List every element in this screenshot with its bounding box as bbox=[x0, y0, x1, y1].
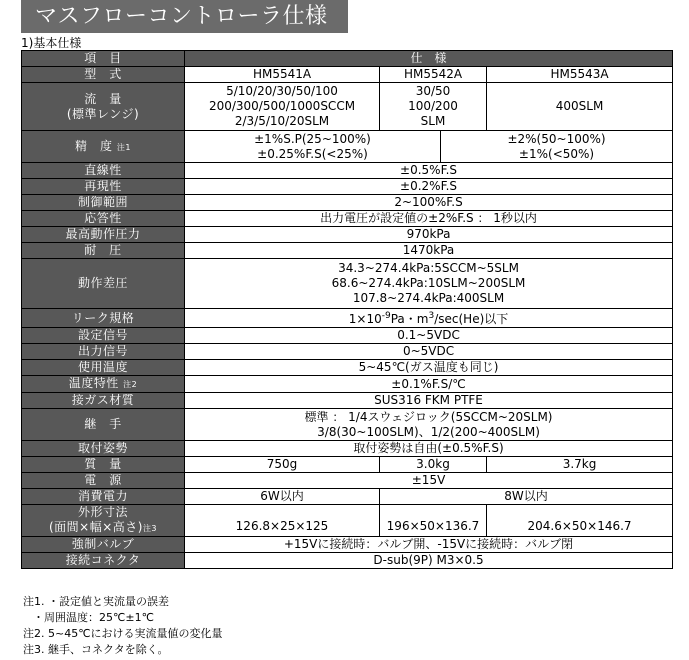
row-power bbox=[22, 473, 673, 489]
dimensions-hm5543a: 204.6×50×146.7 bbox=[487, 505, 673, 537]
accuracy-line: ±2%(50~100%) bbox=[507, 131, 606, 146]
label-proof-pressure: 耐 圧 bbox=[22, 243, 185, 259]
row-operating-temp bbox=[22, 360, 673, 376]
consumption-a: 6W以内 bbox=[185, 489, 380, 505]
label-mounting: 取付姿勢 bbox=[22, 441, 185, 457]
label-set-signal: 設定信号 bbox=[22, 328, 185, 344]
label-model: 型 式 bbox=[22, 67, 185, 83]
accuracy-line: ±1%S.P(25~100%) bbox=[254, 131, 371, 146]
mass-hm5542a: 3.0kg bbox=[380, 457, 487, 473]
header-spec: 仕 様 bbox=[185, 51, 673, 67]
page-title: マスフローコントローラ仕様 bbox=[21, 0, 348, 33]
row-set-signal bbox=[22, 328, 673, 344]
accuracy-line: ±1%(<50%) bbox=[518, 146, 595, 161]
label-temp-characteristic-text: 温度特性 bbox=[68, 376, 119, 390]
label-flow bbox=[22, 83, 185, 131]
accuracy-a bbox=[185, 131, 441, 163]
flow-line: 30/50 bbox=[415, 84, 451, 98]
accuracy-b bbox=[441, 131, 673, 163]
row-fitting bbox=[22, 409, 673, 441]
flow-line: 100/200 bbox=[408, 99, 458, 113]
value-set-signal: 0.1~5VDC bbox=[185, 328, 673, 344]
label-max-pressure: 最高動作圧力 bbox=[22, 227, 185, 243]
footnote: ・周囲温度：25℃±1℃ bbox=[33, 611, 154, 624]
label-accuracy bbox=[22, 131, 185, 163]
row-leak bbox=[22, 309, 673, 328]
row-linearity bbox=[22, 163, 673, 179]
header-item: 項 目 bbox=[22, 51, 185, 67]
fitting-line: 3/8(30~100SLM)、1/2(200~400SLM) bbox=[317, 424, 540, 439]
row-consumption bbox=[22, 489, 673, 505]
value-wetted-material: SUS316 FKM PTFE bbox=[185, 393, 673, 409]
row-temp-characteristic bbox=[22, 376, 673, 393]
model-hm5541a: HM5541A bbox=[185, 67, 380, 83]
model-hm5542a: HM5542A bbox=[380, 67, 487, 83]
row-max-pressure bbox=[22, 227, 673, 243]
label-valve: 強制バルブ bbox=[22, 537, 185, 553]
label-connector: 接続コネクタ bbox=[22, 553, 185, 569]
value-operating-temp: 5~45℃(ガス温度も同じ) bbox=[185, 360, 673, 376]
label-operating-temp: 使用温度 bbox=[22, 360, 185, 376]
value-max-pressure: 970kPa bbox=[185, 227, 673, 243]
value-valve: +15Vに接続時：バルブ開、-15Vに接続時：バルブ閉 bbox=[185, 537, 673, 553]
value-output-signal: 0~5VDC bbox=[185, 344, 673, 360]
diff-pressure-line: 34.3~274.4kPa:5SCCM~5SLM bbox=[338, 261, 519, 275]
value-temp-characteristic: ±0.1%F.S/℃ bbox=[185, 376, 673, 393]
label-temp-characteristic bbox=[22, 376, 185, 393]
value-mounting: 取付姿勢は自由(±0.5%F.S) bbox=[185, 441, 673, 457]
row-proof-pressure bbox=[22, 243, 673, 259]
row-diff-pressure bbox=[22, 259, 673, 309]
model-hm5543a: HM5543A bbox=[487, 67, 673, 83]
flow-hm5542a bbox=[380, 83, 487, 131]
row-accuracy bbox=[22, 131, 673, 163]
consumption-b: 8W以内 bbox=[380, 489, 673, 505]
flow-line: SLM bbox=[420, 114, 446, 128]
label-output-signal: 出力信号 bbox=[22, 344, 185, 360]
row-response bbox=[22, 211, 673, 227]
spec-table bbox=[21, 50, 673, 569]
leak-base: 1×10 bbox=[348, 312, 382, 326]
row-repeatability bbox=[22, 179, 673, 195]
flow-line: 200/300/500/1000SCCM bbox=[208, 99, 356, 113]
row-dimensions bbox=[22, 505, 673, 537]
table-header-row bbox=[22, 51, 673, 67]
row-flow bbox=[22, 83, 673, 131]
label-dimensions-main: 外形寸法 bbox=[77, 505, 128, 519]
label-wetted-material: 接ガス材質 bbox=[22, 393, 185, 409]
label-dimensions-sub-line bbox=[25, 520, 181, 536]
fitting-line: 標準 ： 1/4スウェジロック(5SCCM~20SLM) bbox=[304, 409, 553, 424]
value-connector: D-sub(9P) M3×0.5 bbox=[185, 553, 673, 569]
label-consumption: 消費電力 bbox=[22, 489, 185, 505]
label-response: 応答性 bbox=[22, 211, 185, 227]
row-control-range bbox=[22, 195, 673, 211]
value-fitting bbox=[185, 409, 673, 441]
label-mass: 質 量 bbox=[22, 457, 185, 473]
label-flow-main: 流 量 bbox=[84, 91, 122, 106]
value-control-range: 2~100%F.S bbox=[185, 195, 673, 211]
value-linearity: ±0.5%F.S bbox=[185, 163, 673, 179]
flow-hm5541a bbox=[185, 83, 380, 131]
value-proof-pressure: 1470kPa bbox=[185, 243, 673, 259]
dimensions-hm5542a: 196×50×136.7 bbox=[380, 505, 487, 537]
flow-line: 5/10/20/30/50/100 bbox=[226, 84, 338, 98]
row-output-signal bbox=[22, 344, 673, 360]
leak-unit: Pa・m bbox=[390, 312, 429, 326]
footnote: 注3. 継手、コネクタを除く。 bbox=[23, 643, 169, 656]
value-power: ±15V bbox=[185, 473, 673, 489]
label-dimensions-sub: (面間×幅×高さ) bbox=[48, 520, 143, 534]
row-valve bbox=[22, 537, 673, 553]
value-diff-pressure bbox=[185, 259, 673, 309]
footnote: 注1. ・設定値と実流量の誤差 bbox=[23, 595, 169, 608]
row-mounting bbox=[22, 441, 673, 457]
note-marker: 注1 bbox=[116, 142, 131, 152]
row-mass bbox=[22, 457, 673, 473]
value-leak bbox=[185, 309, 673, 328]
flow-line: 2/3/5/10/20SLM bbox=[234, 114, 330, 128]
flow-hm5543a: 400SLM bbox=[487, 83, 673, 131]
leak-suffix: /sec(He)以下 bbox=[434, 312, 509, 326]
leak-unit-exponent: 3 bbox=[428, 311, 435, 321]
mass-hm5543a: 3.7kg bbox=[487, 457, 673, 473]
label-control-range: 制御範囲 bbox=[22, 195, 185, 211]
section-heading: 1)基本仕様 bbox=[21, 36, 82, 50]
mass-hm5541a: 750g bbox=[185, 457, 380, 473]
label-flow-sub: (標準レンジ) bbox=[66, 106, 140, 121]
row-model bbox=[22, 67, 673, 83]
dimensions-hm5541a: 126.8×25×125 bbox=[185, 505, 380, 537]
label-power: 電 源 bbox=[22, 473, 185, 489]
diff-pressure-line: 107.8~274.4kPa:400SLM bbox=[352, 291, 505, 305]
label-linearity: 直線性 bbox=[22, 163, 185, 179]
label-diff-pressure: 動作差圧 bbox=[22, 259, 185, 309]
row-connector bbox=[22, 553, 673, 569]
label-repeatability: 再現性 bbox=[22, 179, 185, 195]
note-marker: 注2 bbox=[123, 380, 138, 389]
value-repeatability: ±0.2%F.S bbox=[185, 179, 673, 195]
diff-pressure-line: 68.6~274.4kPa:10SLM~200SLM bbox=[331, 276, 526, 290]
label-leak: リーク規格 bbox=[22, 309, 185, 328]
label-dimensions bbox=[22, 505, 185, 537]
footnote: 注2. 5~45℃における実流量値の変化量 bbox=[23, 627, 223, 640]
leak-exponent: -9 bbox=[381, 311, 391, 321]
value-response: 出力電圧が設定値の±2%F.S ： 1秒以内 bbox=[185, 211, 673, 227]
label-accuracy-text: 精 度 bbox=[75, 138, 113, 153]
accuracy-line: ±0.25%F.S(<25%) bbox=[257, 146, 368, 161]
footnotes bbox=[23, 594, 223, 658]
label-fitting: 継 手 bbox=[22, 409, 185, 441]
row-wetted-material bbox=[22, 393, 673, 409]
note-marker: 注3 bbox=[142, 524, 158, 533]
